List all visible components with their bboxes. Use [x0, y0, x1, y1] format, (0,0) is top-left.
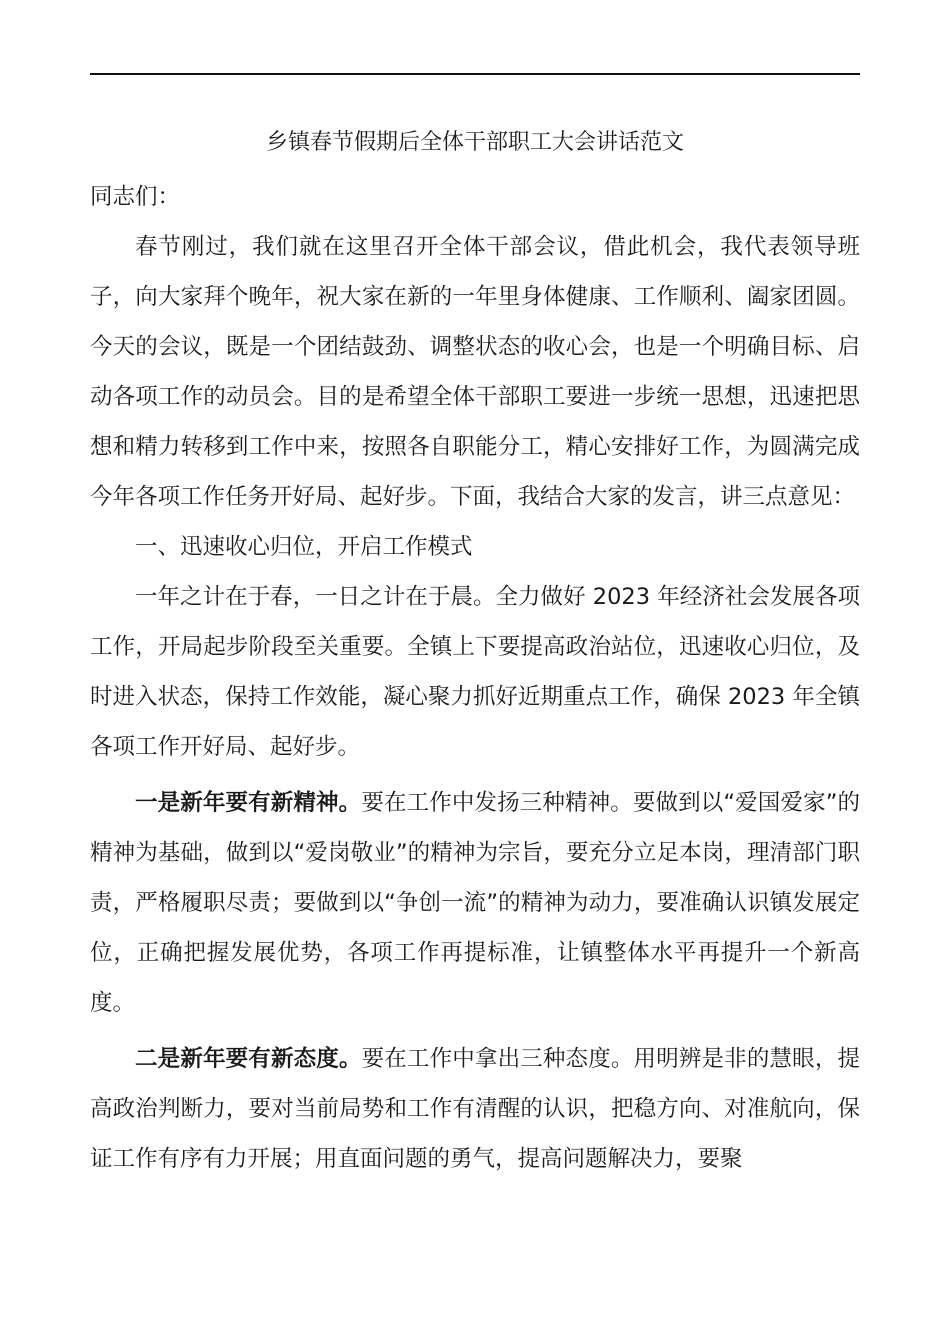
section-heading-1: 一、迅速收心归位，开启工作模式 — [135, 534, 473, 560]
point-1-paragraph — [90, 778, 860, 1028]
section-1-paragraph: 一年之计在于春，一日之计在于晨。全力做好 2023 年经济社会发展各项工作，开局起步阶段至关重要。全镇上下要提高政治站位，迅速收心归位，及时进入状态，保持工作效能，凝心聚力抓好近期重点工作，确保 2023 年全镇各项工作开好局、起好步。 — [90, 584, 860, 760]
point-2-paragraph — [90, 1034, 860, 1184]
document-title: 乡镇春节假期后全体干部职工大会讲话范文 — [265, 130, 684, 155]
point-2-lead: 二是新年要有新态度。 — [135, 1046, 362, 1072]
salutation: 同志们： — [90, 184, 181, 210]
intro-paragraph: 春节刚过，我们就在这里召开全体干部会议，借此机会，我代表领导班子，向大家拜个晚年，祝大家在新的一年里身体健康、工作顺利、阖家团圆。今天的会议，既是一个团结鼓劲、调整状态的收心会，也是一个明确目标、启动各项工作的动员会。目的是希望全体干部职工要进一步统一思想，迅速把思想和精力转移到工作中来，按照各自职能分工，精心安排好工作，为圆满完成今年各项工作任务开好局、起好步。下面，我结合大家的发言，讲三点意见： — [90, 234, 860, 510]
point-1-lead: 一是新年要有新精神。 — [135, 790, 362, 816]
point-1-body: 要在工作中发扬三种精神。要做到以“爱国爱家”的精神为基础，做到以“爱岗敬业”的精神为宗旨，要充分立足本岗，理清部门职责，严格履职尽责；要做到以“争创一流”的精神为动力，要准确认识镇发展定位，正确把握发展优势，各项工作再提标准，让镇整体水平再提升一个新高度。 — [90, 790, 860, 1016]
header-rule — [90, 73, 860, 75]
document-body — [90, 118, 860, 1184]
point-2-body: 要在工作中拿出三种态度。用明辨是非的慧眼，提高政治判断力，要对当前局势和工作有清醒的认识，把稳方向、对准航向，保证工作有序有力开展；用直面问题的勇气，提高问题解决力，要聚 — [90, 1046, 860, 1172]
